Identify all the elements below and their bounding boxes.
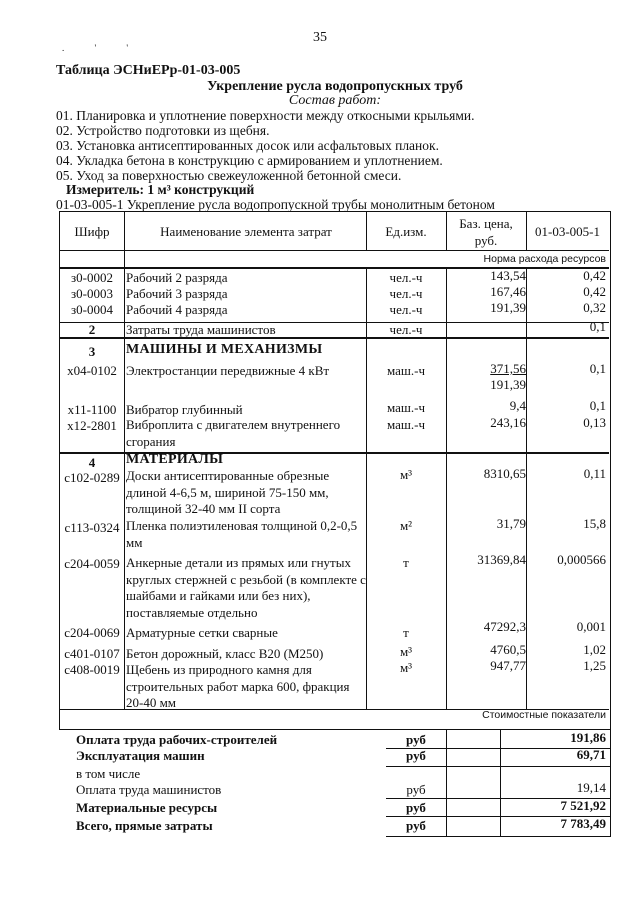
table-subtitle: Укрепление русла водопропускных труб	[207, 79, 463, 94]
meter: Измеритель: 1 м³ конструкций	[66, 182, 255, 197]
resource-norm-label: Норма расхода ресурсов	[483, 253, 606, 265]
work-item: 04. Укладка бетона в конструкцию с армированием и уплотнением.	[56, 153, 443, 168]
resource-table: Шифр Наименование элемента затрат Ед.изм. Баз. цена, руб. 01-03-005-1 Норма расхода ресурсов з0-0002 Рабочий 2 разряда чел.-ч 143,54 0,42 з0-0003 Рабочий 3 разряда чел.-ч 167,46 0,42 з0-0004 Рабочий 4 разряда чел.-ч 191,39 0,32 2 Затраты труда машинистов чел.-ч 0,1 3 МАШИНЫ И МЕХАНИЗМЫ х04-0102 Электростанции передвижные 4 кВт маш.-ч 371,56 191,39 0,1 х11-1100 Вибратор глубинный маш.-ч 9,4 0,1 х12-2801 Виброплита с двигателем внутреннего сгорания маш.-ч 243,16 0,13 4 МАТЕРИАЛЫ с102-0289 Доски антисептированные обрезные длиной 4-6,5 м, шириной 75-150 мм, толщиной 32-40 мм II сорта м³ 8310,65 0,11 с113-0324 Пленка полиэтиленовая толщиной 0,2-0,5 мм м² 31,79 15,8 с204-0059 Анкерные детали из прямых или гнутых круглых стержней с резьбой (в комплекте с шайбами и гайками или без них), поставляемые отдельно т 31369,84 0,000566 с204-0069 Арматурные сетки сварные т 47292,3 0,001 с401-0107 Бетон дорожный, класс В20 (М250) м³ 4760,5 1,02 с408-0019 Щебень из природного камня для строительных работ марка 600, фракция 20-40 мм м³ 947,77 1,25 Стоимостные показатели	[59, 211, 611, 730]
summary-frame	[610, 730, 611, 837]
header-norm: 01-03-005-1	[535, 224, 600, 239]
summary-including: в том числе	[76, 766, 141, 781]
code-line: 01-03-005-1 Укрепление русла водопропускной трубы монолитным бетоном	[56, 197, 495, 212]
composition-heading: Состав работ:	[288, 93, 382, 108]
header-code: Шифр	[74, 224, 110, 239]
work-item: 03. Установка антисептированных досок или асфальтовых планок.	[56, 138, 439, 153]
page-number: 35	[313, 30, 327, 45]
work-item: 01. Планировка и уплотнение поверхности между откосными крыльями.	[56, 108, 475, 123]
work-item: 05. Уход за поверхностью свежеуложенной бетонной смеси.	[56, 168, 402, 183]
scan-specks: . ' '	[62, 43, 142, 53]
cost-indicators-label: Стоимостные показатели	[482, 709, 606, 721]
work-item: 02. Устройство подготовки из щебня.	[56, 123, 270, 138]
table-title: Таблица ЭСНиЕРр-01-03-005	[56, 63, 241, 78]
header-unit: Ед.изм.	[385, 224, 427, 239]
header-name: Наименование элемента затрат	[160, 224, 332, 239]
header-price: Баз. цена, руб.	[459, 216, 513, 248]
